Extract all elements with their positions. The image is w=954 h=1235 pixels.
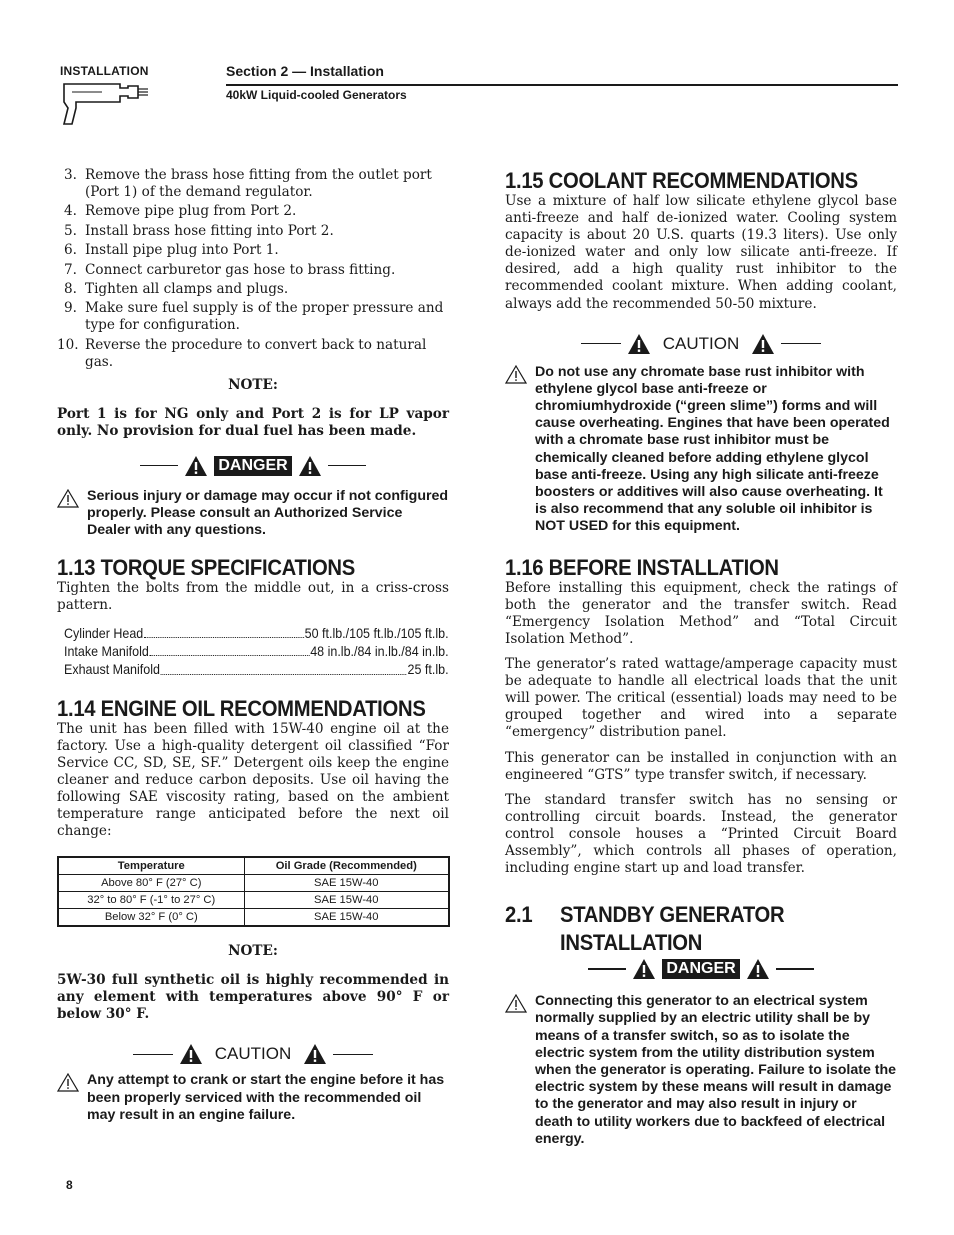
table-row: Above 80° F (27° C) SAE 15W-40 — [58, 875, 449, 892]
left-column — [57, 167, 449, 1124]
list-item: 5. Install brass hose fitting into Port 2. — [64, 222, 334, 239]
section-title: Section 2 — Installation — [226, 63, 384, 79]
list-item: 8. Tighten all clamps and plugs. — [64, 280, 289, 297]
paragraph: The generator’s rated wattage/amperage capacity must be adequate to handle all electrical loads that the unit will power. The critical (essential) loads may need to be grouped together and wired into a separate “emergency” distribution panel. — [505, 656, 897, 741]
warning-triangle-icon — [751, 333, 775, 355]
torque-row: Cylinder Head 50 ft.lb./105 ft.lb./105 ft.lb. — [64, 625, 449, 641]
torque-heading: 1.13 TORQUE SPECIFICATIONS — [57, 555, 355, 581]
paragraph: Before installing this equipment, check the ratings of both the generator and the transfer switch. Read “Emergency Isolation Method” and “Total Circuit Isolation Method”. — [505, 579, 897, 647]
warning-outline-icon — [57, 489, 79, 508]
note-title: NOTE: — [228, 943, 278, 960]
before-installation-heading: 1.16 BEFORE INSTALLATION — [505, 554, 779, 580]
warning-triangle-icon — [632, 958, 656, 980]
note-title: NOTE: — [228, 376, 278, 393]
table-row: 32° to 80° F (-1° to 27° C) SAE 15W-40 — [58, 892, 449, 909]
warning-outline-icon — [505, 365, 527, 384]
table-header: Temperature — [58, 857, 244, 875]
list-item: 10. Reverse the procedure to convert back to natural gas. — [57, 336, 427, 370]
warning-triangle-icon — [746, 958, 770, 980]
standby-heading — [505, 903, 897, 955]
caution-message: Any attempt to crank or start the engine before it has been properly serviced with the recommended oil may result in an engine failure. — [57, 1072, 449, 1124]
drill-icon — [58, 78, 158, 130]
coolant-body: Use a mixture of half low silicate ethylene glycol base anti-freeze and half de-ionized water. Cooling system capacity is about 20 U.S. quarts (19.3 liters). Use only de-ionized water and only low silicate anti-freeze. If desired, add a high quality rust inhibitor to the recommended coolant mixture. When adding coolant, always add the recommended 50-50 mixture. — [505, 193, 897, 312]
warning-triangle-icon — [627, 333, 651, 355]
note-body: 5W-30 full synthetic oil is highly recommended in any element with temperatures above 90° F or below 30° F. — [57, 972, 449, 1023]
warning-triangle-icon — [298, 455, 322, 477]
engine-oil-body: The unit has been filled with 15W-40 engine oil at the factory. Use a high-quality detergent oil classified “For Service CC, SD, SE, SF.” Detergent oils keep the engine cleaner and reduce carbon deposits. Use oil having the following SAE viscosity rating, based on the ambient temperature range anticipated before the next oil change: — [57, 720, 449, 840]
list-item: 7. Connect carburetor gas hose to brass fitting. — [64, 261, 396, 278]
right-column — [505, 167, 897, 1148]
warning-outline-icon — [505, 994, 527, 1013]
standby-heading-line1: STANDBY GENERATOR — [560, 902, 785, 928]
danger-banner — [505, 955, 897, 983]
conversion-steps — [57, 167, 449, 371]
danger-label: DANGER — [214, 456, 291, 476]
list-item: 6. Install pipe plug into Port 1. — [64, 242, 279, 259]
caution-banner — [57, 1040, 449, 1068]
installation-logo-text: INSTALLATION — [60, 64, 149, 78]
danger-message: Serious injury or damage may occur if not configured properly. Please consult an Authorized Service Dealer with any questions. — [57, 488, 449, 540]
table-row: Below 32° F (0° C) SAE 15W-40 — [58, 909, 449, 927]
list-item: 9. Make sure fuel supply is of the proper pressure and type for configuration. — [64, 300, 444, 334]
caution-label: CAUTION — [662, 333, 740, 353]
coolant-heading: 1.15 COOLANT RECOMMENDATIONS — [505, 168, 858, 193]
danger-banner — [57, 452, 449, 480]
standby-heading-line2: INSTALLATION — [560, 930, 703, 956]
list-item: 3. Remove the brass hose fitting from the outlet port (Port 1) of the demand regulator. — [64, 167, 432, 200]
paragraph: The standard transfer switch has no sensing or controlling circuit boards. Instead, the generator control console houses a “Printed Circuit Board Assembly”, which controls all phases of operation, including engine start up and load transfer. — [505, 791, 897, 877]
torque-row: Intake Manifold 48 in.lb./84 in.lb./84 in.lb. — [64, 643, 449, 659]
caution-message: Do not use any chromate base rust inhibitor with ethylene glycol base anti-freeze or chromiumhydroxide (“green slime”) forms and will cause overheating. Engines that have been operated with a chromate base rust inhibitor must be chemically cleaned before adding ethylene glycol base anti-freeze. Using any high silicate anti-freeze boosters or additives will also cause overheating. It is also recommend that any soluble oil inhibitor is NOT USED for this equipment. — [505, 364, 897, 536]
warning-triangle-icon — [303, 1043, 327, 1065]
list-item: 4. Remove pipe plug from Port 2. — [64, 203, 297, 220]
note-body: Port 1 is for NG only and Port 2 is for LP vapor only. No provision for dual fuel has been made. — [57, 405, 449, 439]
danger-message: Connecting this generator to an electrical system normally supplied by an electric utility shall be by means of a transfer switch, so as to isolate the electric system from the utility distribution system when the generator is operating. Failure to isolate the electric system by these means will result in damage to the generator and may also result in injury or death to utility workers due to backfeed of electrical energy. — [505, 993, 897, 1148]
danger-label: DANGER — [662, 959, 739, 979]
torque-row: Exhaust Manifold 25 ft.lb. — [64, 662, 449, 678]
warning-triangle-icon — [184, 455, 208, 477]
warning-outline-icon — [57, 1073, 79, 1092]
page-number: 8 — [66, 1178, 73, 1192]
section-subtitle: 40kW Liquid-cooled Generators — [226, 88, 407, 102]
engine-oil-heading: 1.14 ENGINE OIL RECOMMENDATIONS — [57, 695, 426, 721]
header-rule — [226, 84, 898, 86]
oil-grade-table — [57, 856, 450, 927]
torque-spec-list — [64, 625, 449, 680]
warning-triangle-icon — [179, 1043, 203, 1065]
table-header: Oil Grade (Recommended) — [244, 857, 449, 875]
caution-label: CAUTION — [214, 1044, 292, 1064]
standby-heading-number: 2.1 — [505, 902, 533, 928]
caution-banner — [505, 330, 897, 358]
torque-intro: Tighten the bolts from the middle out, in a criss-cross pattern. — [57, 580, 449, 614]
paragraph: This generator can be installed in conjunction with an engineered “GTS” type transfer switch, if necessary. — [505, 749, 897, 783]
